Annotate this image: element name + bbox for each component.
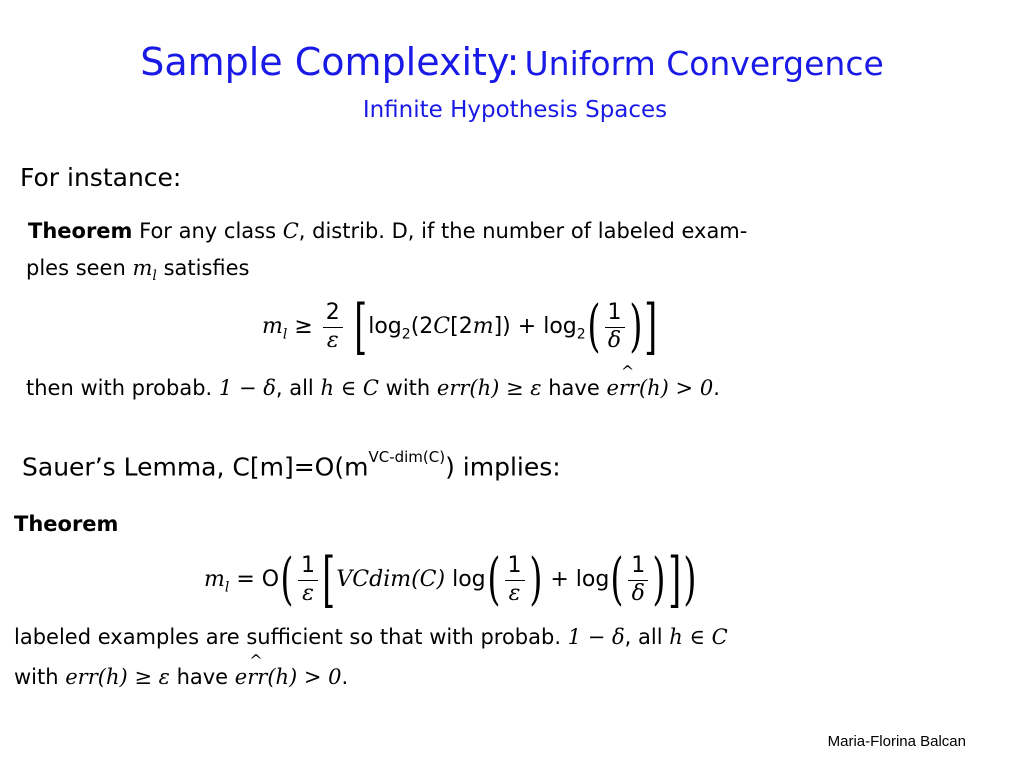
theorem1-equation: $m_l$ ≥ $\frac{2}{\varepsilon}$ [$\log_2(2C[2m]) + \log_2$( $\frac{1}{\delta}$ )] bbox=[262, 292, 658, 362]
theorem2-equation: $m_l = O$( $\frac{1}{\varepsilon}$ [VCdim(C) log( $\frac{1}{\varepsilon}$ ) + log( $\frac{1}{\delta}$ )]) bbox=[204, 545, 697, 615]
theorem1-line2: ples seen $m_l$ satisfies bbox=[26, 256, 250, 285]
fraction-1-over-delta-b: $\frac{1}{\delta}$ bbox=[628, 554, 648, 605]
title-main: Sample Complexity: bbox=[140, 40, 520, 84]
title-tail: Uniform Convergence bbox=[524, 44, 884, 83]
fraction-2-over-eps: $\frac{2}{\varepsilon}$ bbox=[323, 301, 343, 352]
for-instance-label: For instance: bbox=[20, 163, 182, 192]
theorem1-label: Theorem bbox=[28, 219, 133, 243]
theorem1-conclusion: then with probab. 1 − δ, all h ∈ C with err(h) ≥ ε have e^ rr(h) > 0. bbox=[26, 376, 720, 400]
theorem2-line1: labeled examples are sufficient so that with probab. 1 − δ, all h ∈ C bbox=[14, 625, 728, 649]
theorem2-line2: with err(h) ≥ ε have e^ rr(h) > 0. bbox=[14, 665, 348, 689]
theorem1-line1: Theorem For any class C, distrib. D, if the number of labeled exam- bbox=[28, 219, 748, 243]
fraction-1-over-eps-b: $\frac{1}{\varepsilon}$ bbox=[505, 554, 525, 605]
theorem2-label: Theorem bbox=[14, 512, 119, 536]
fraction-1-over-eps-a: $\frac{1}{\varepsilon}$ bbox=[298, 554, 318, 605]
fraction-1-over-delta: $\frac{1}{\delta}$ bbox=[605, 301, 625, 352]
footer-author: Maria-Florina Balcan bbox=[827, 733, 966, 750]
sauer-lemma-line: Sauer’s Lemma, $C[m]=O(m^{VC-dim(C)})$ implies: bbox=[22, 448, 561, 482]
slide-subtitle: Infinite Hypothesis Spaces bbox=[362, 97, 668, 123]
slide-title bbox=[0, 40, 1024, 84]
